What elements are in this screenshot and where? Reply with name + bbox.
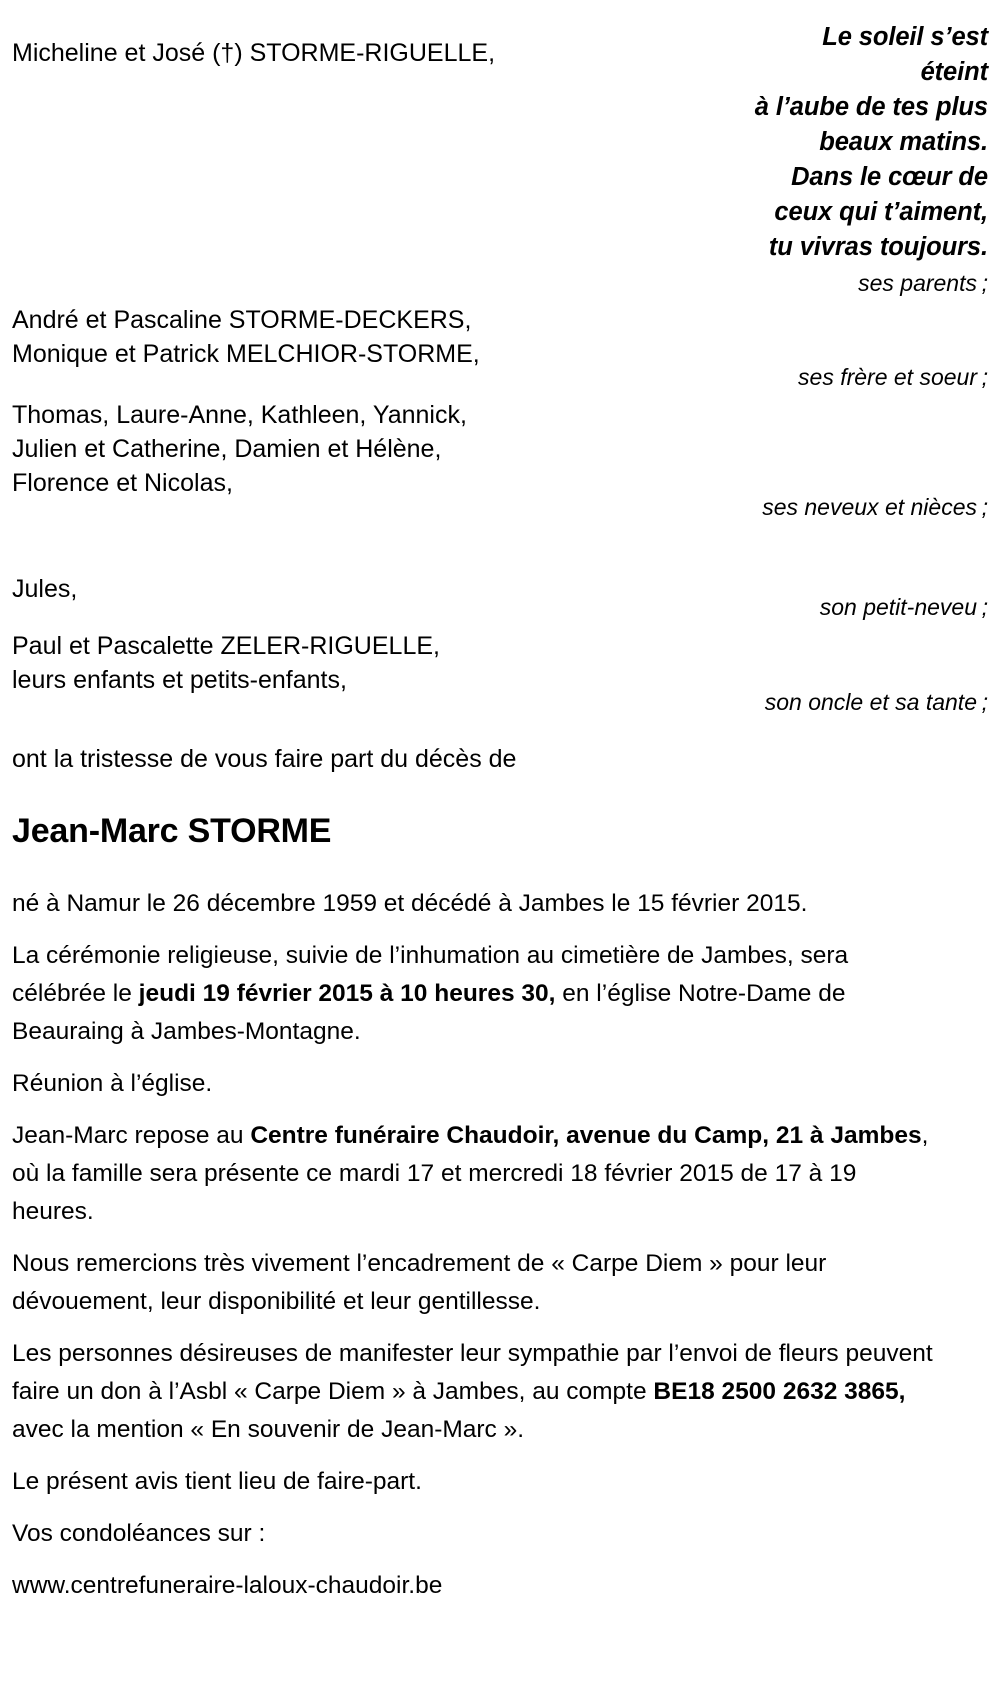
poem-line: à l’aube de tes plus bbox=[754, 93, 988, 121]
poem-line: Dans le cœur de bbox=[791, 163, 988, 191]
donation-text-before: Les personnes désireuses de manifester leur sympathie par l’envoi de fleurs peuvent faire un don à l’Asbl « Carpe Diem » à Jambes, au compte bbox=[12, 1340, 933, 1405]
birth-death-paragraph: né à Namur le 26 décembre 1959 et décédé à Jambes le 15 février 2015. bbox=[12, 890, 808, 917]
ceremony-text-before: La cérémonie religieuse, suivie de l’inhumation au cimetière de Jambes, sera célébrée le bbox=[12, 942, 849, 1007]
family-member-line: André et Pascaline STORME-DECKERS, bbox=[12, 306, 472, 334]
family-group-uncle-aunt bbox=[12, 629, 440, 697]
funeral-center-address: Centre funéraire Chaudoir, avenue du Camp, 21 à Jambes bbox=[250, 1122, 922, 1149]
poem-line: éteint bbox=[920, 58, 988, 86]
poem-line: beaux matins. bbox=[819, 128, 988, 156]
family-member-line: Julien et Catherine, Damien et Hélène, bbox=[12, 435, 442, 463]
family-member-line: Florence et Nicolas, bbox=[12, 469, 233, 497]
ceremony-paragraph bbox=[12, 937, 940, 1051]
relation-label-parents: ses parents ; bbox=[858, 270, 988, 296]
family-member-line: Paul et Pascalette ZELER-RIGUELLE, bbox=[12, 632, 440, 660]
faire-part-paragraph: Le présent avis tient lieu de faire-part. bbox=[12, 1468, 422, 1495]
deceased-name: Jean-Marc STORME bbox=[12, 812, 332, 850]
ceremony-text-after: en l’église Notre-Dame de Beauraing à Jambes-Montagne. bbox=[12, 980, 846, 1045]
family-group-nephews-nieces bbox=[12, 398, 467, 500]
relation-label-nephews-nieces: ses neveux et nièces ; bbox=[762, 494, 988, 520]
family-group-parents bbox=[12, 36, 495, 70]
announcement-line bbox=[12, 742, 516, 776]
relation-label-grand-nephew: son petit-neveu ; bbox=[819, 594, 988, 620]
repose-text-after: , où la famille sera présente ce mardi 17 et mercredi 18 février 2015 de 17 à 19 heures. bbox=[12, 1122, 929, 1225]
family-and-relations-area bbox=[12, 0, 988, 800]
poem-line: ceux qui t’aiment, bbox=[774, 198, 988, 226]
condolences-label: Vos condoléances sur : bbox=[12, 1520, 266, 1547]
condolences-website-url[interactable]: www.centrefuneraire-laloux-chaudoir.be bbox=[12, 1572, 443, 1599]
repose-paragraph bbox=[12, 1117, 940, 1231]
gathering-paragraph: Réunion à l’église. bbox=[12, 1070, 213, 1097]
thanks-paragraph: Nous remercions très vivement l’encadrement de « Carpe Diem » pour leur dévouement, leur disponibilité et leur gentillesse. bbox=[12, 1250, 827, 1315]
family-member-line: Monique et Patrick MELCHIOR-STORME, bbox=[12, 340, 480, 368]
notice-body bbox=[12, 885, 940, 1605]
relation-label-uncle-aunt: son oncle et sa tante ; bbox=[764, 689, 988, 715]
relations-column bbox=[668, 0, 988, 265]
repose-text-before: Jean-Marc repose au bbox=[12, 1122, 251, 1149]
family-group-grand-nephew bbox=[12, 572, 77, 606]
relation-label-siblings: ses frère et soeur ; bbox=[798, 364, 988, 390]
family-group-siblings bbox=[12, 303, 480, 371]
donation-paragraph bbox=[12, 1335, 940, 1449]
announcement-text: ont la tristesse de vous faire part du décès de bbox=[12, 745, 517, 773]
family-member-line: leurs enfants et petits-enfants, bbox=[12, 666, 347, 694]
family-member-line: Thomas, Laure-Anne, Kathleen, Yannick, bbox=[12, 401, 467, 429]
ceremony-datetime: jeudi 19 février 2015 à 10 heures 30, bbox=[138, 980, 556, 1007]
donation-text-after: avec la mention « En souvenir de Jean-Marc ». bbox=[12, 1416, 525, 1443]
poem-line: Le soleil s’est bbox=[822, 23, 988, 51]
memorial-poem bbox=[668, 0, 988, 265]
donation-iban: BE18 2500 2632 3865, bbox=[653, 1378, 906, 1405]
family-member-line: Jules, bbox=[12, 575, 78, 603]
poem-line: tu vivras toujours. bbox=[768, 233, 988, 261]
family-member-line: Micheline et José (†) STORME-RIGUELLE, bbox=[12, 39, 496, 67]
